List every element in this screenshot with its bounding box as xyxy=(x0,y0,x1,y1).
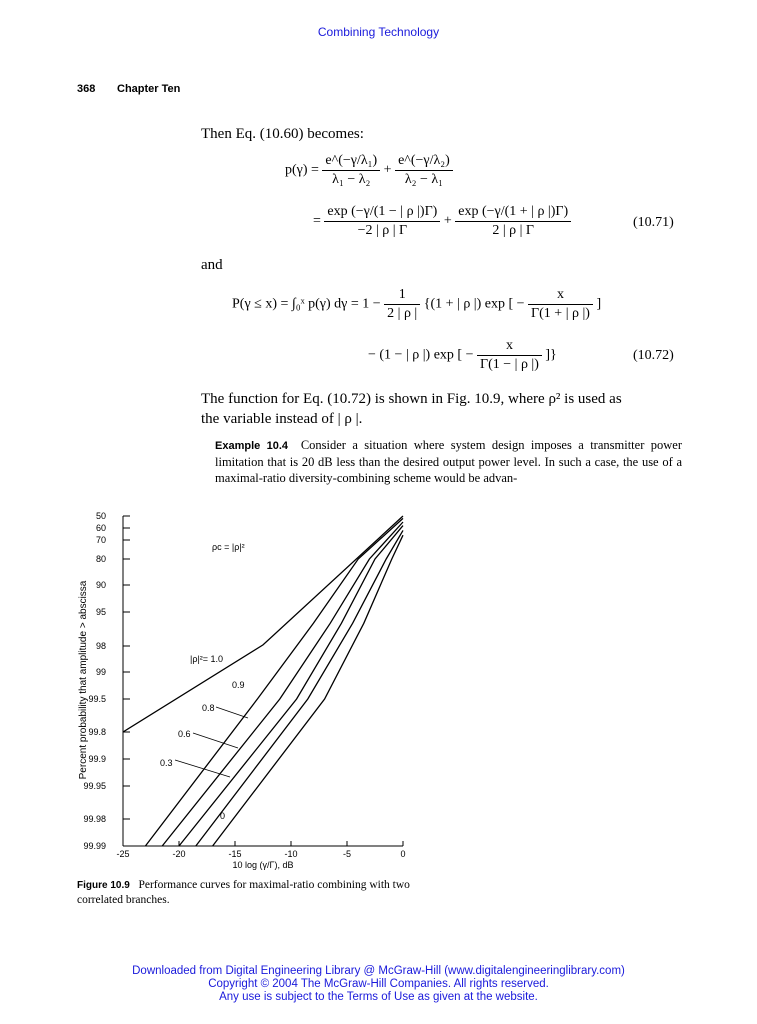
annotation-arrow xyxy=(175,760,230,777)
y-tick-label: 80 xyxy=(95,554,106,564)
equation-10-71-line1 xyxy=(285,153,453,188)
equation-10-71-line2 xyxy=(313,204,571,239)
page-number: 368 xyxy=(77,83,96,95)
equation-10-72-line1 xyxy=(232,287,601,322)
x-tick-label: -10 xyxy=(284,849,298,859)
eq2-f-num: 1 xyxy=(398,287,406,302)
y-tick-label: 95 xyxy=(95,607,106,617)
y-tick-label: 99.99 xyxy=(83,841,106,851)
figure-label: Figure 10.9 xyxy=(77,880,130,891)
eq2-lhs: P(γ ≤ x) = ∫₀ˣ p(γ) dγ = 1 − xyxy=(232,296,381,312)
chart-annotation: 0.8 xyxy=(202,703,215,713)
y-tick-label: 70 xyxy=(95,535,106,545)
eq2-close2: ]} xyxy=(545,347,557,363)
running-header-link[interactable]: Combining Technology xyxy=(317,25,440,39)
y-tick-label: 99.8 xyxy=(88,727,106,737)
y-tick-label: 60 xyxy=(95,523,106,533)
y-axis-label: Percent probability that amplitude > abscissa xyxy=(78,580,89,780)
chapter-title: Chapter Ten xyxy=(117,83,181,95)
eq1-t4-den: 2 | ρ | Γ xyxy=(455,221,571,239)
eq2-f-den: 2 | ρ | xyxy=(384,304,420,322)
body-paragraph-line1: The function for Eq. (10.72) is shown in Fig. 10.9, where ρ² is used as xyxy=(201,391,622,407)
series-curve-3 xyxy=(179,526,403,846)
equation-number-10-71: (10.71) xyxy=(633,215,674,230)
x-axis-label: 10 log (γ/Γ), dB xyxy=(232,860,294,870)
chart-annotation: 0.6 xyxy=(178,729,191,739)
y-tick-label: 50 xyxy=(95,511,106,521)
example-text: Consider a situation where system design imposes a transmitter power limitation that is 20 dB less than the desired output power level. In such a case, the use of a maximal-ratio diversity-combining scheme would be advan- xyxy=(215,438,682,485)
chart-annotation: 0 xyxy=(220,811,226,821)
x-tick-label: -5 xyxy=(342,849,352,859)
eq1-t3-num: exp (−γ/(1 − | ρ |)Γ) xyxy=(327,204,438,219)
y-tick-label: 99.95 xyxy=(83,781,106,791)
y-tick-label: 99 xyxy=(95,667,106,677)
footer-download-link[interactable]: Downloaded from Digital Engineering Library @ McGraw-Hill (www.digitalengineeringlibrary.com) xyxy=(132,965,625,977)
eq1-t3-den: −2 | ρ | Γ xyxy=(324,221,440,239)
eq2-g1-den: Γ(1 + | ρ |) xyxy=(528,304,593,322)
annotation-arrow xyxy=(193,733,238,748)
eq1-fraction-3 xyxy=(324,204,440,239)
example-label: Example 10.4 xyxy=(215,440,288,452)
series-curve-0 xyxy=(123,516,403,732)
eq2-part2: − (1 − | ρ |) exp [ − xyxy=(368,347,474,363)
y-tick-label: 99.5 xyxy=(88,694,106,704)
eq1-t1-num: e^(−γ/λ₁) xyxy=(325,153,378,168)
chart-annotation: |ρ|²= 1.0 xyxy=(190,654,224,664)
eq2-fraction-1 xyxy=(384,287,420,322)
y-tick-label: 99.9 xyxy=(88,754,106,764)
footer-terms[interactable]: Any use is subject to the Terms of Use as given at the website. xyxy=(219,991,538,1003)
intro-text: Then Eq. (10.60) becomes: xyxy=(201,126,364,142)
eq1-plus-2: + xyxy=(443,213,452,229)
chart-annotation: 0.3 xyxy=(160,758,173,768)
eq2-x-2: x xyxy=(505,338,513,353)
eq2-fraction-2 xyxy=(528,287,593,322)
eq2-g2-den: Γ(1 − | ρ |) xyxy=(477,355,542,373)
eq1-t2-num: e^(−γ/λ₂) xyxy=(398,153,450,168)
eq1-fraction-2 xyxy=(395,153,453,188)
chart-annotation: 0.9 xyxy=(232,680,245,690)
eq1-lhs: p(γ) = xyxy=(285,162,319,178)
footer-notice xyxy=(0,965,757,1004)
eq1-t2-den: λ₂ − λ₁ xyxy=(395,170,453,188)
figure-caption xyxy=(77,878,417,907)
y-tick-label: 90 xyxy=(95,580,106,590)
eq1-t1-den: λ₁ − λ₂ xyxy=(322,170,380,188)
footer-copyright: Copyright © 2004 The McGraw-Hill Companies. All rights reserved. xyxy=(208,978,549,990)
eq1-fraction-1 xyxy=(322,153,380,188)
eq1-t4-num: exp (−γ/(1 + | ρ |)Γ) xyxy=(458,204,569,219)
eq2-part1: {(1 + | ρ |) exp [ − xyxy=(423,296,525,312)
eq2-fraction-3 xyxy=(477,338,542,373)
eq2-x-1: x xyxy=(557,287,564,302)
figure-caption-text: Performance curves for maximal-ratio combining with two correlated branches. xyxy=(77,879,410,906)
x-tick-label: 0 xyxy=(400,849,406,859)
series-curve-4 xyxy=(196,530,403,846)
eq1-equals: = xyxy=(313,213,321,229)
example-paragraph xyxy=(215,437,682,486)
x-tick-label: -25 xyxy=(116,849,130,859)
eq2-close1: ] xyxy=(596,296,602,312)
y-tick-label: 99.98 xyxy=(83,814,106,824)
x-tick-label: -20 xyxy=(172,849,186,859)
and-text: and xyxy=(201,257,223,273)
annotation-arrow xyxy=(216,707,248,718)
series-curve-2 xyxy=(162,522,403,846)
chart-annotation: ρc = |ρ|² xyxy=(212,542,245,552)
x-tick-label: -15 xyxy=(228,849,242,859)
figure-10-9-chart xyxy=(60,505,430,875)
eq1-plus: + xyxy=(383,162,392,178)
chart-axes xyxy=(123,516,403,846)
eq1-fraction-4 xyxy=(455,204,571,239)
body-paragraph-line2: the variable instead of | ρ |. xyxy=(201,411,363,427)
equation-number-10-72: (10.72) xyxy=(633,348,674,363)
y-tick-label: 98 xyxy=(95,641,106,651)
equation-10-72-line2 xyxy=(368,338,557,373)
